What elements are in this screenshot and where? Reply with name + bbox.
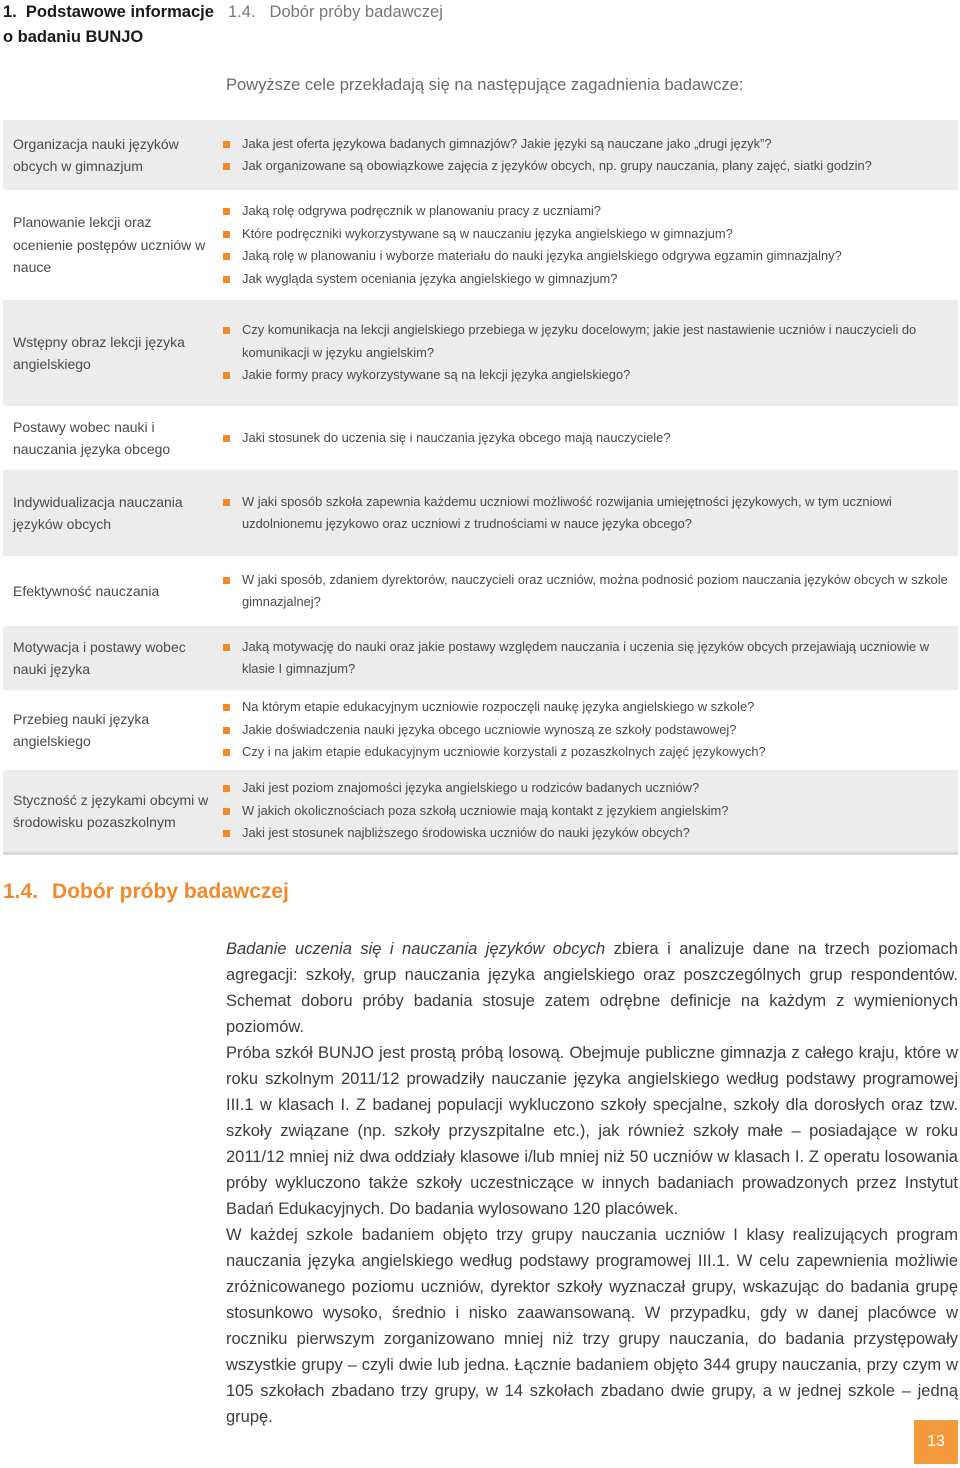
question-item: W jakich okolicznościach poza szkołą uczniowie mają kontakt z językiem angielskim? <box>223 800 950 823</box>
table-row <box>3 470 958 556</box>
question-item: W jaki sposób, zdaniem dyrektorów, nauczycieli oraz uczniów, można podnosić poziom nauczania języków obcych w szkole gimnazjalnej? <box>223 569 950 614</box>
table-row <box>3 190 958 300</box>
question-item: Czy i na jakim etapie edukacyjnym uczniowie korzystali z pozaszkolnych zajęć językowych? <box>223 741 950 764</box>
table-row <box>3 300 958 406</box>
question-item: W jaki sposób szkoła zapewnia każdemu uczniowi możliwość rozwijania umiejętności językowych, w tym uczniowi uzdolnionemu językowo oraz uczniowi z trudnościami w nauce języka obcego? <box>223 491 950 536</box>
topic-questions <box>213 491 958 536</box>
question-item: Jakie doświadczenia nauki języka obcego uczniowie wynoszą ze szkoły podstawowej? <box>223 719 950 742</box>
question-item: Jaki stosunek do uczenia się i nauczania języka obcego mają nauczyciele? <box>223 427 950 450</box>
topic-label: Indywidualizacja nauczania języków obcych <box>13 493 183 532</box>
table-row <box>3 406 958 470</box>
topic-questions <box>213 569 958 614</box>
running-section-name: Dobór próby badawczej <box>269 3 443 21</box>
topic-questions <box>213 427 958 450</box>
question-item: Jaką rolę w planowaniu i wyborze materiału do nauki języka angielskiego odgrywa egzamin gimnazjalny? <box>223 245 950 268</box>
paragraph: W każdej szkole badaniem objęto trzy grupy nauczania uczniów I klasy realizujących program nauczania języka angielskiego według podstawy programowej III.1. W celu zapewnienia możliwie zróżnicowanego poziomu uczniów, dyrektor szkoły wyznaczał grupy, wskazując do badania grupę stosunkowo wysoko, średnio i nisko zaawansowaną. W przypadku, gdy w danej placówce w roczniku pierwszym zorganizowano mniej niż trzy grupy nauczania, do badania przystępowały wszystkie grupy – czyli dwie lub jedna. Łącznie badaniem objęto 344 grupy nauczania, przy czym w 105 szkołach zbadano trzy grupy, w 14 szkołach zbadano dwie grupy, a w jednej szkole – jedną grupę. <box>226 1226 958 1426</box>
table-row <box>3 770 958 852</box>
paragraph: Próba szkół BUNJO jest prostą próbą losową. Obejmuje publiczne gimnazja z całego kraju, które w roku szkolnym 2011/12 prowadziły nauczanie języka angielskiego według podstawy programowej III.1 w klasach I. Z badanej populacji wykluczono szkoły specjalne, szkoły dla dorosłych oraz tzw. szkoły związane (np. szkoły przyszpitalne etc.), jak również szkoły małe – posiadające w roku 2011/12 mniej niż dwa oddziały klasowe i/lub mniej niż 50 uczniów w klasach I. Z operatu losowania próby wykluczono także szkoły uczestniczące w innych badaniach prowadzonych przez Instytut Badań Edukacyjnych. Do badania wylosowano 120 placówek. <box>226 1044 958 1218</box>
section-heading <box>3 880 289 904</box>
table-row <box>3 626 958 690</box>
chapter-title: 1. Podstawowe informacje o badaniu BUNJO <box>3 3 214 46</box>
topic-label: Planowanie lekcji oraz ocenienie postępów uczniów w nauce <box>13 214 206 276</box>
topic-label: Efektywność nauczania <box>13 582 160 599</box>
paragraph-text: zbiera i analizuje dane na trzech poziomach agregacji: szkoły, grup nauczania języka angielskiego oraz poszczególnych grup respondentów. Schemat doboru próby badania stosuje zatem odrębne definicje na każdym z wymienionych poziomów. <box>226 940 958 1036</box>
question-item: Jak wygląda system oceniania języka angielskiego w gimnazjum? <box>223 268 950 291</box>
question-item: Jakie formy pracy wykorzystywane są na lekcji języka angielskiego? <box>223 364 950 387</box>
running-section-number: 1.4. <box>228 3 256 21</box>
section-number: 1.4. <box>3 880 39 903</box>
topic-label: Styczność z językami obcymi w środowisku pozaszkolnym <box>13 791 209 830</box>
body-text <box>226 936 958 1430</box>
running-section-title <box>228 0 443 25</box>
topic-questions <box>213 319 958 387</box>
research-topics-table <box>3 120 958 855</box>
table-row <box>3 690 958 770</box>
page-number-badge: 13 <box>914 1420 958 1464</box>
topic-label: Przebieg nauki języka angielskiego <box>13 710 150 749</box>
question-item: Na którym etapie edukacyjnym uczniowie rozpoczęli naukę języka angielskiego w szkole? <box>223 696 950 719</box>
intro-sentence: Powyższe cele przekładają się na następujące zagadnienia badawcze: <box>226 76 744 94</box>
table-row <box>3 556 958 626</box>
study-name-italic: Badanie uczenia się i nauczania języków obcych <box>226 940 606 958</box>
question-item: Jaki jest stosunek najbliższego środowiska uczniów do nauki języków obcych? <box>223 822 950 845</box>
topic-questions <box>213 777 958 845</box>
topic-questions <box>213 636 958 681</box>
page-header <box>0 0 960 48</box>
question-item: Jaką rolę odgrywa podręcznik w planowaniu pracy z uczniami? <box>223 200 950 223</box>
topic-label: Postawy wobec nauki i nauczania języka obcego <box>13 418 171 457</box>
topic-questions <box>213 133 958 178</box>
question-item: Jaką motywację do nauki oraz jakie postawy względem nauczania i uczenia się języków obcych przejawiają uczniowie w klasie I gimnazjum? <box>223 636 950 681</box>
topic-label: Organizacja nauki języków obcych w gimnazjum <box>13 135 179 174</box>
question-item: Jaka jest oferta językowa badanych gimnazjów? Jakie języki są nauczane jako „drugi język”? <box>223 133 950 156</box>
topic-label: Motywacja i postawy wobec nauki języka <box>13 638 186 677</box>
topic-questions <box>213 200 958 290</box>
question-item: Czy komunikacja na lekcji angielskiego przebiega w języku docelowym; jakie jest nastawienie uczniów i nauczycieli do komunikacji w języku angielskim? <box>223 319 950 364</box>
table-row <box>3 120 958 190</box>
question-item: Jaki jest poziom znajomości języka angielskiego u rodziców badanych uczniów? <box>223 777 950 800</box>
topic-label: Wstępny obraz lekcji języka angielskiego <box>13 333 185 372</box>
question-item: Jak organizowane są obowiązkowe zajęcia z języków obcych, np. grupy nauczania, plany zajęć, siatki godzin? <box>223 155 950 178</box>
question-item: Które podręczniki wykorzystywane są w nauczaniu języka angielskiego w gimnazjum? <box>223 223 950 246</box>
topic-questions <box>213 696 958 764</box>
section-name: Dobór próby badawczej <box>52 880 289 903</box>
paragraph <box>226 936 958 1040</box>
